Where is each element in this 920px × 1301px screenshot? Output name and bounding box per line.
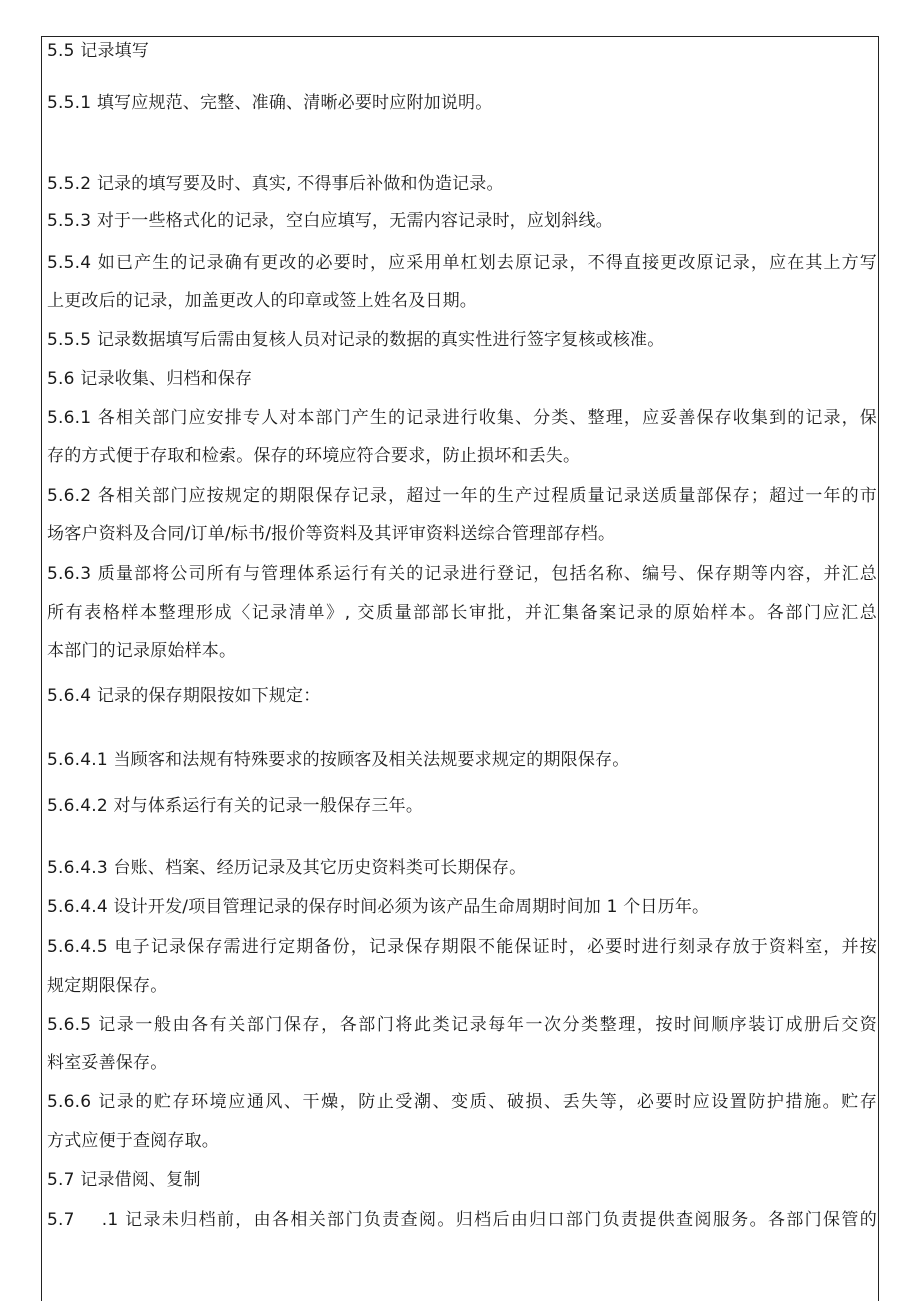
paragraph-5-6-3-line2: 所有表格样本整理形成〈记录清单》, 交质量部部长审批，并汇集备案记录的原始样本。各部门应汇总 — [47, 603, 877, 623]
paragraph-5-5-1: 5.5.1 填写应规范、完整、准确、清晰必要时应附加说明。 — [47, 93, 493, 113]
paragraph-5-6-4-1: 5.6.4.1 当顾客和法规有特殊要求的按顾客及相关法规要求规定的期限保存。 — [47, 750, 630, 770]
paragraph-5-5-2: 5.5.2 记录的填写要及时、真实, 不得事后补做和伪造记录。 — [47, 174, 504, 194]
paragraph-5-6-5-line1: 5.6.5 记录一般由各有关部门保存，各部门将此类记录每年一次分类整理，按时间顺序装订成册后交资 — [47, 1015, 877, 1035]
paragraph-5-6-4-4: 5.6.4.4 设计开发/项目管理记录的保存时间必须为该产品生命周期时间加 1 个日历年。 — [47, 897, 710, 917]
paragraph-5-6-5-line2: 料室妥善保存。 — [47, 1053, 168, 1073]
paragraph-5-6-4-2: 5.6.4.2 对与体系运行有关的记录一般保存三年。 — [47, 796, 424, 816]
paragraph-5-5-3: 5.5.3 对于一些格式化的记录，空白应填写，无需内容记录时，应划斜线。 — [47, 211, 613, 231]
paragraph-5-5-4-line1: 5.5.4 如已产生的记录确有更改的必要时，应采用单杠划去原记录，不得直接更改原记录，应在其上方写 — [47, 253, 877, 273]
heading-5-7: 5.7 记录借阅、复制 — [47, 1170, 201, 1190]
paragraph-5-7-1-line1: 5.7 .1 记录未归档前，由各相关部门负责查阅。归档后由归口部门负责提供查阅服务。各部门保管的 — [47, 1210, 877, 1230]
paragraph-5-6-6-line1: 5.6.6 记录的贮存环境应通风、干燥，防止受潮、变质、破损、丢失等，必要时应设置防护措施。贮存 — [47, 1092, 877, 1112]
paragraph-5-6-6-line2: 方式应便于查阅存取。 — [47, 1131, 219, 1151]
paragraph-5-6-1-line2: 存的方式便于存取和检索。保存的环境应符合要求，防止损坏和丢失。 — [47, 446, 581, 466]
paragraph-5-6-4-5-line2: 规定期限保存。 — [47, 976, 168, 996]
paragraph-5-6-3-line3: 本部门的记录原始样本。 — [47, 641, 237, 661]
heading-5-6: 5.6 记录收集、归档和保存 — [47, 369, 253, 389]
paragraph-5-6-1-line1: 5.6.1 各相关部门应安排专人对本部门产生的记录进行收集、分类、整理，应妥善保存收集到的记录，保 — [47, 408, 877, 428]
paragraph-5-5-4-line2: 上更改后的记录，加盖更改人的印章或签上姓名及日期。 — [47, 291, 477, 311]
paragraph-5-6-4-3: 5.6.4.3 台账、档案、经历记录及其它历史资料类可长期保存。 — [47, 858, 527, 878]
paragraph-5-6-4: 5.6.4 记录的保存期限按如下规定： — [47, 686, 321, 706]
paragraph-5-6-2-line2: 场客户资料及合同/订单/标书/报价等资料及其评审资料送综合管理部存档。 — [47, 524, 616, 544]
paragraph-5-6-3-line1: 5.6.3 质量部将公司所有与管理体系运行有关的记录进行登记，包括名称、编号、保存期等内容，并汇总 — [47, 564, 877, 584]
paragraph-5-5-5: 5.5.5 记录数据填写后需由复核人员对记录的数据的真实性进行签字复核或核准。 — [47, 330, 665, 350]
paragraph-5-6-4-5-line1: 5.6.4.5 电子记录保存需进行定期备份，记录保存期限不能保证时，必要时进行刻录存放于资料室，并按 — [47, 937, 877, 957]
heading-5-5: 5.5 记录填写 — [47, 41, 150, 61]
paragraph-5-6-2-line1: 5.6.2 各相关部门应按规定的期限保存记录，超过一年的生产过程质量记录送质量部保存；超过一年的市 — [47, 486, 877, 506]
